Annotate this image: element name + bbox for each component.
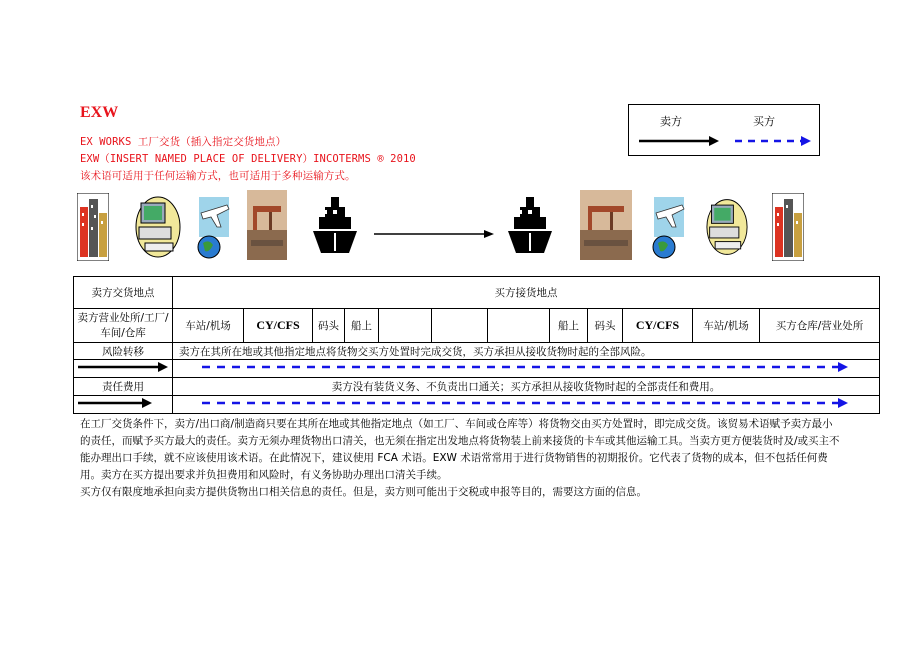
buyer-arrow-icon <box>735 136 811 146</box>
table-cell: 买方仓库/营业处所 <box>760 309 880 343</box>
table-cell: 码头 <box>313 309 345 343</box>
seller-arrow-icon <box>76 361 170 373</box>
transport-mode-note: 该术语可适用于任何运输方式，也可适用于多种运输方式。 <box>80 170 356 182</box>
page-title: EXW <box>80 104 119 121</box>
transit-arrow-icon <box>372 228 496 240</box>
cost-responsibility-label: 责任费用 <box>74 378 173 396</box>
cost-buyer-arrow-cell <box>173 396 880 414</box>
table-cell: 船上 <box>345 309 379 343</box>
computer-icon <box>706 193 748 261</box>
description <box>80 416 840 501</box>
legend <box>628 104 820 156</box>
description-paragraph: 买方仅有限度地承担向卖方提供货物出口相关信息的责任。但是，卖方则可能出于交税或申报等目的，需要这方面的信息。 <box>80 486 647 498</box>
table-cell: 车站/机场 <box>173 309 244 343</box>
legend-arrows <box>629 105 819 155</box>
table-cell <box>379 309 432 343</box>
table-cell: CY/CFS <box>623 309 693 343</box>
term-name-en: EXW（INSERT NAMED PLACE OF DELIVERY）INCOTERMS ® 2010 <box>80 153 416 165</box>
risk-buyer-arrow-cell <box>173 360 880 378</box>
cost-responsibility-text: 卖方没有装货义务、不负责出口通关；买方承担从接收货物时起的全部责任和费用。 <box>173 378 880 396</box>
table-cell: CY/CFS <box>244 309 313 343</box>
seller-arrow-icon <box>76 397 170 409</box>
airplane-globe-icon <box>652 193 688 261</box>
term-name-cn: EX WORKS 工厂交货（插入指定交货地点） <box>80 136 287 148</box>
buyer-place-header: 买方接货地点 <box>173 277 880 309</box>
ship-icon <box>313 193 357 261</box>
legend-seller-label: 卖方 <box>660 115 682 128</box>
risk-transfer-text: 卖方在其所在地或其他指定地点将货物交买方处置时完成交货，买方承担从接收货物时起的全部风险。 <box>173 343 880 360</box>
seller-arrow-icon <box>639 136 719 146</box>
airplane-globe-icon <box>197 193 233 261</box>
port-crane-photo <box>580 190 632 260</box>
description-paragraph: 在工厂交货条件下，卖方/出口商/制造商只要在其所在地或其他指定地点（如工厂、车间或仓库等）将货物交由买方处置时，即完成交货。该贸易术语赋予卖方最小的责任，而赋予买方最大的责任。卖方无须办理货物出口清关，也无须在指定出发地点将货物装上前来接货的卡车或其他运输工具。当卖方更方便装货时及/或买主不能办理出口手续，就不应该使用该术语。在此情况下，建议使用 FCA 术语。EXW 术语常常用于进行货物销售的初期报价。它代表了货物的成本，但不包括任何费用。卖方在买方提出要求并负担费用和风险时，有义务协助办理出口清关手续。 <box>80 418 840 481</box>
port-crane-photo <box>247 190 287 260</box>
risk-seller-arrow-cell <box>74 360 173 378</box>
table-cell-empty <box>488 309 550 343</box>
computer-icon <box>135 193 181 261</box>
cost-seller-arrow-cell <box>74 396 173 414</box>
legend-buyer-label: 买方 <box>753 115 775 128</box>
delivery-table <box>73 276 880 414</box>
seller-premises-cell: 卖方营业处所/工厂/车间/仓库 <box>74 309 173 343</box>
buyer-arrow-icon <box>200 397 852 409</box>
table-cell: 车站/机场 <box>693 309 760 343</box>
table-cell: 船上 <box>550 309 588 343</box>
ship-icon <box>508 193 552 261</box>
table-cell: 码头 <box>588 309 623 343</box>
city-buildings-icon <box>77 193 109 261</box>
seller-place-header: 卖方交货地点 <box>74 277 173 309</box>
risk-transfer-label: 风险转移 <box>74 343 173 360</box>
table-cell <box>432 309 488 343</box>
city-buildings-icon <box>772 193 804 261</box>
buyer-arrow-icon <box>200 361 852 373</box>
